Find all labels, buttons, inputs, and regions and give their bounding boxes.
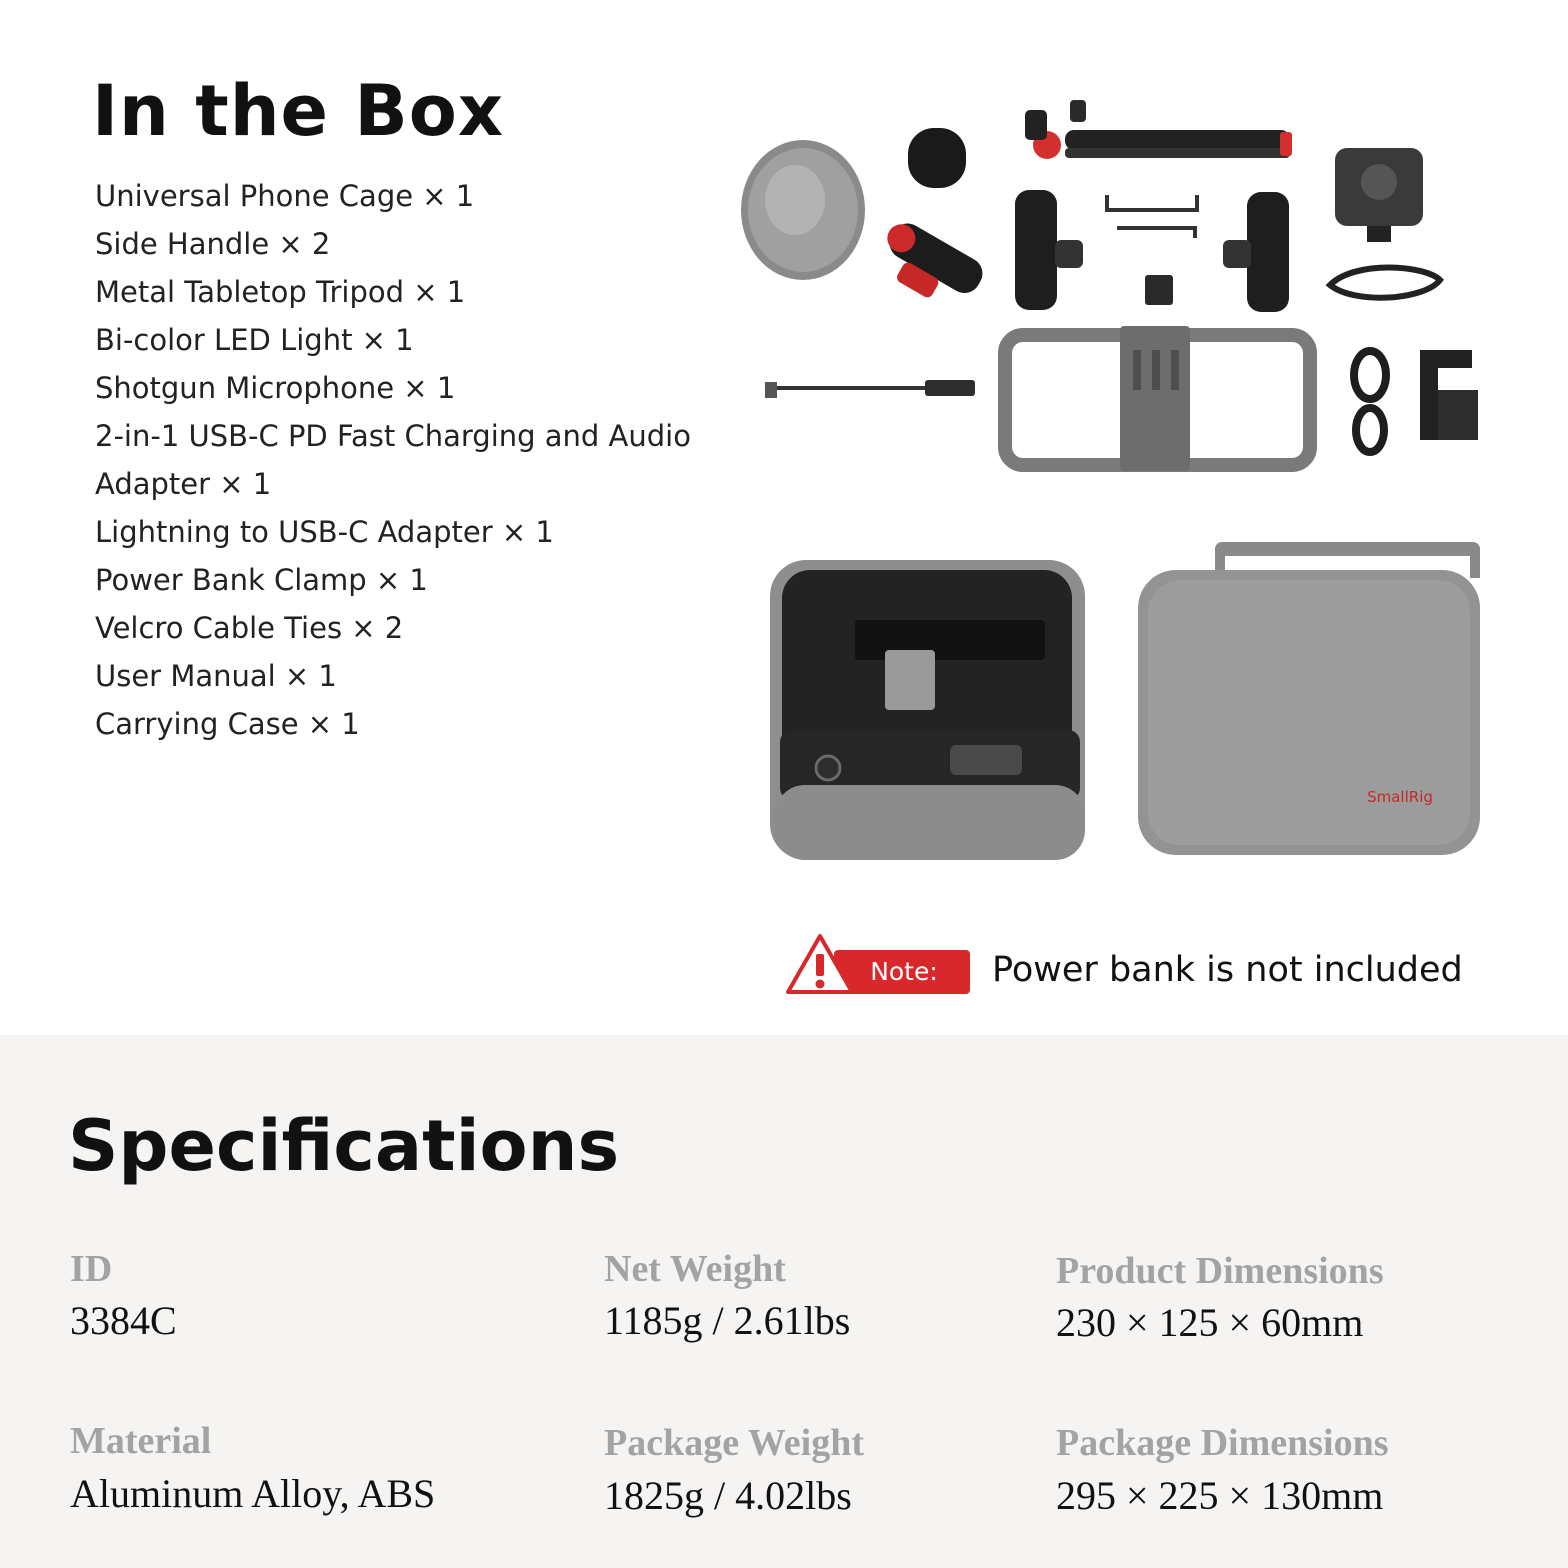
list-item: Side Handle × 2 [95,227,331,261]
list-item: 2-in-1 USB-C PD Fast Charging and Audio Adapter × 1 [95,419,691,501]
allen-keys-image [1107,195,1197,238]
note-badge [786,934,972,996]
in-the-box-list [95,172,735,748]
spec-value-id: 3384C [70,1298,177,1343]
in-the-box-title: In the Box [92,70,504,152]
note-label: Note: [870,957,938,986]
cold-shoe-image [1145,275,1173,305]
windscreen-image [741,140,865,280]
spec-value-net-weight: 1185g / 2.61lbs [604,1298,851,1343]
spec-value-material: Aluminum Alloy, ABS [70,1471,436,1516]
spec-value-product-dimensions: 230 × 125 × 60mm [1056,1300,1364,1345]
spec-label-material: Material [70,1420,212,1462]
closed-case-image [1138,542,1480,855]
case-logo: SmallRig [1367,788,1433,806]
adapter-cable-image [765,380,975,398]
note-text: Power bank is not included [992,950,1463,990]
list-item: Universal Phone Cage × 1 [95,179,475,213]
list-item: Power Bank Clamp × 1 [95,563,428,597]
list-item: Bi-color LED Light × 1 [95,323,414,357]
list-item: Carrying Case × 1 [95,707,360,741]
power-bank-clamp-image [1420,350,1478,440]
spec-label-package-dimensions: Package Dimensions [1056,1422,1389,1464]
kit-components-illustration [735,90,1505,490]
open-case-image [770,560,1085,860]
phone-cage-image [1005,326,1310,471]
spec-label-package-weight: Package Weight [604,1422,865,1464]
spec-value-package-dimensions: 295 × 225 × 130mm [1056,1473,1384,1518]
list-item: Lightning to USB-C Adapter × 1 [95,515,554,549]
list-item: Velcro Cable Ties × 2 [95,611,404,645]
list-item: Shotgun Microphone × 1 [95,371,456,405]
list-item: User Manual × 1 [95,659,337,693]
velcro-ties-image [1354,351,1386,452]
shotgun-microphone-image [870,216,989,317]
spec-label-product-dimensions: Product Dimensions [1056,1250,1384,1292]
list-item: Metal Tabletop Tripod × 1 [95,275,466,309]
spec-label-net-weight: Net Weight [604,1248,786,1290]
foam-cover-image [908,128,966,188]
spec-value-package-weight: 1825g / 4.02lbs [604,1473,852,1518]
tripod-image [1025,100,1292,159]
led-light-image [1335,148,1423,242]
usb-cable-image [1330,268,1440,298]
carrying-case-illustration [760,540,1500,870]
spec-label-id: ID [70,1248,113,1290]
specifications-title: Specifications [68,1105,620,1187]
